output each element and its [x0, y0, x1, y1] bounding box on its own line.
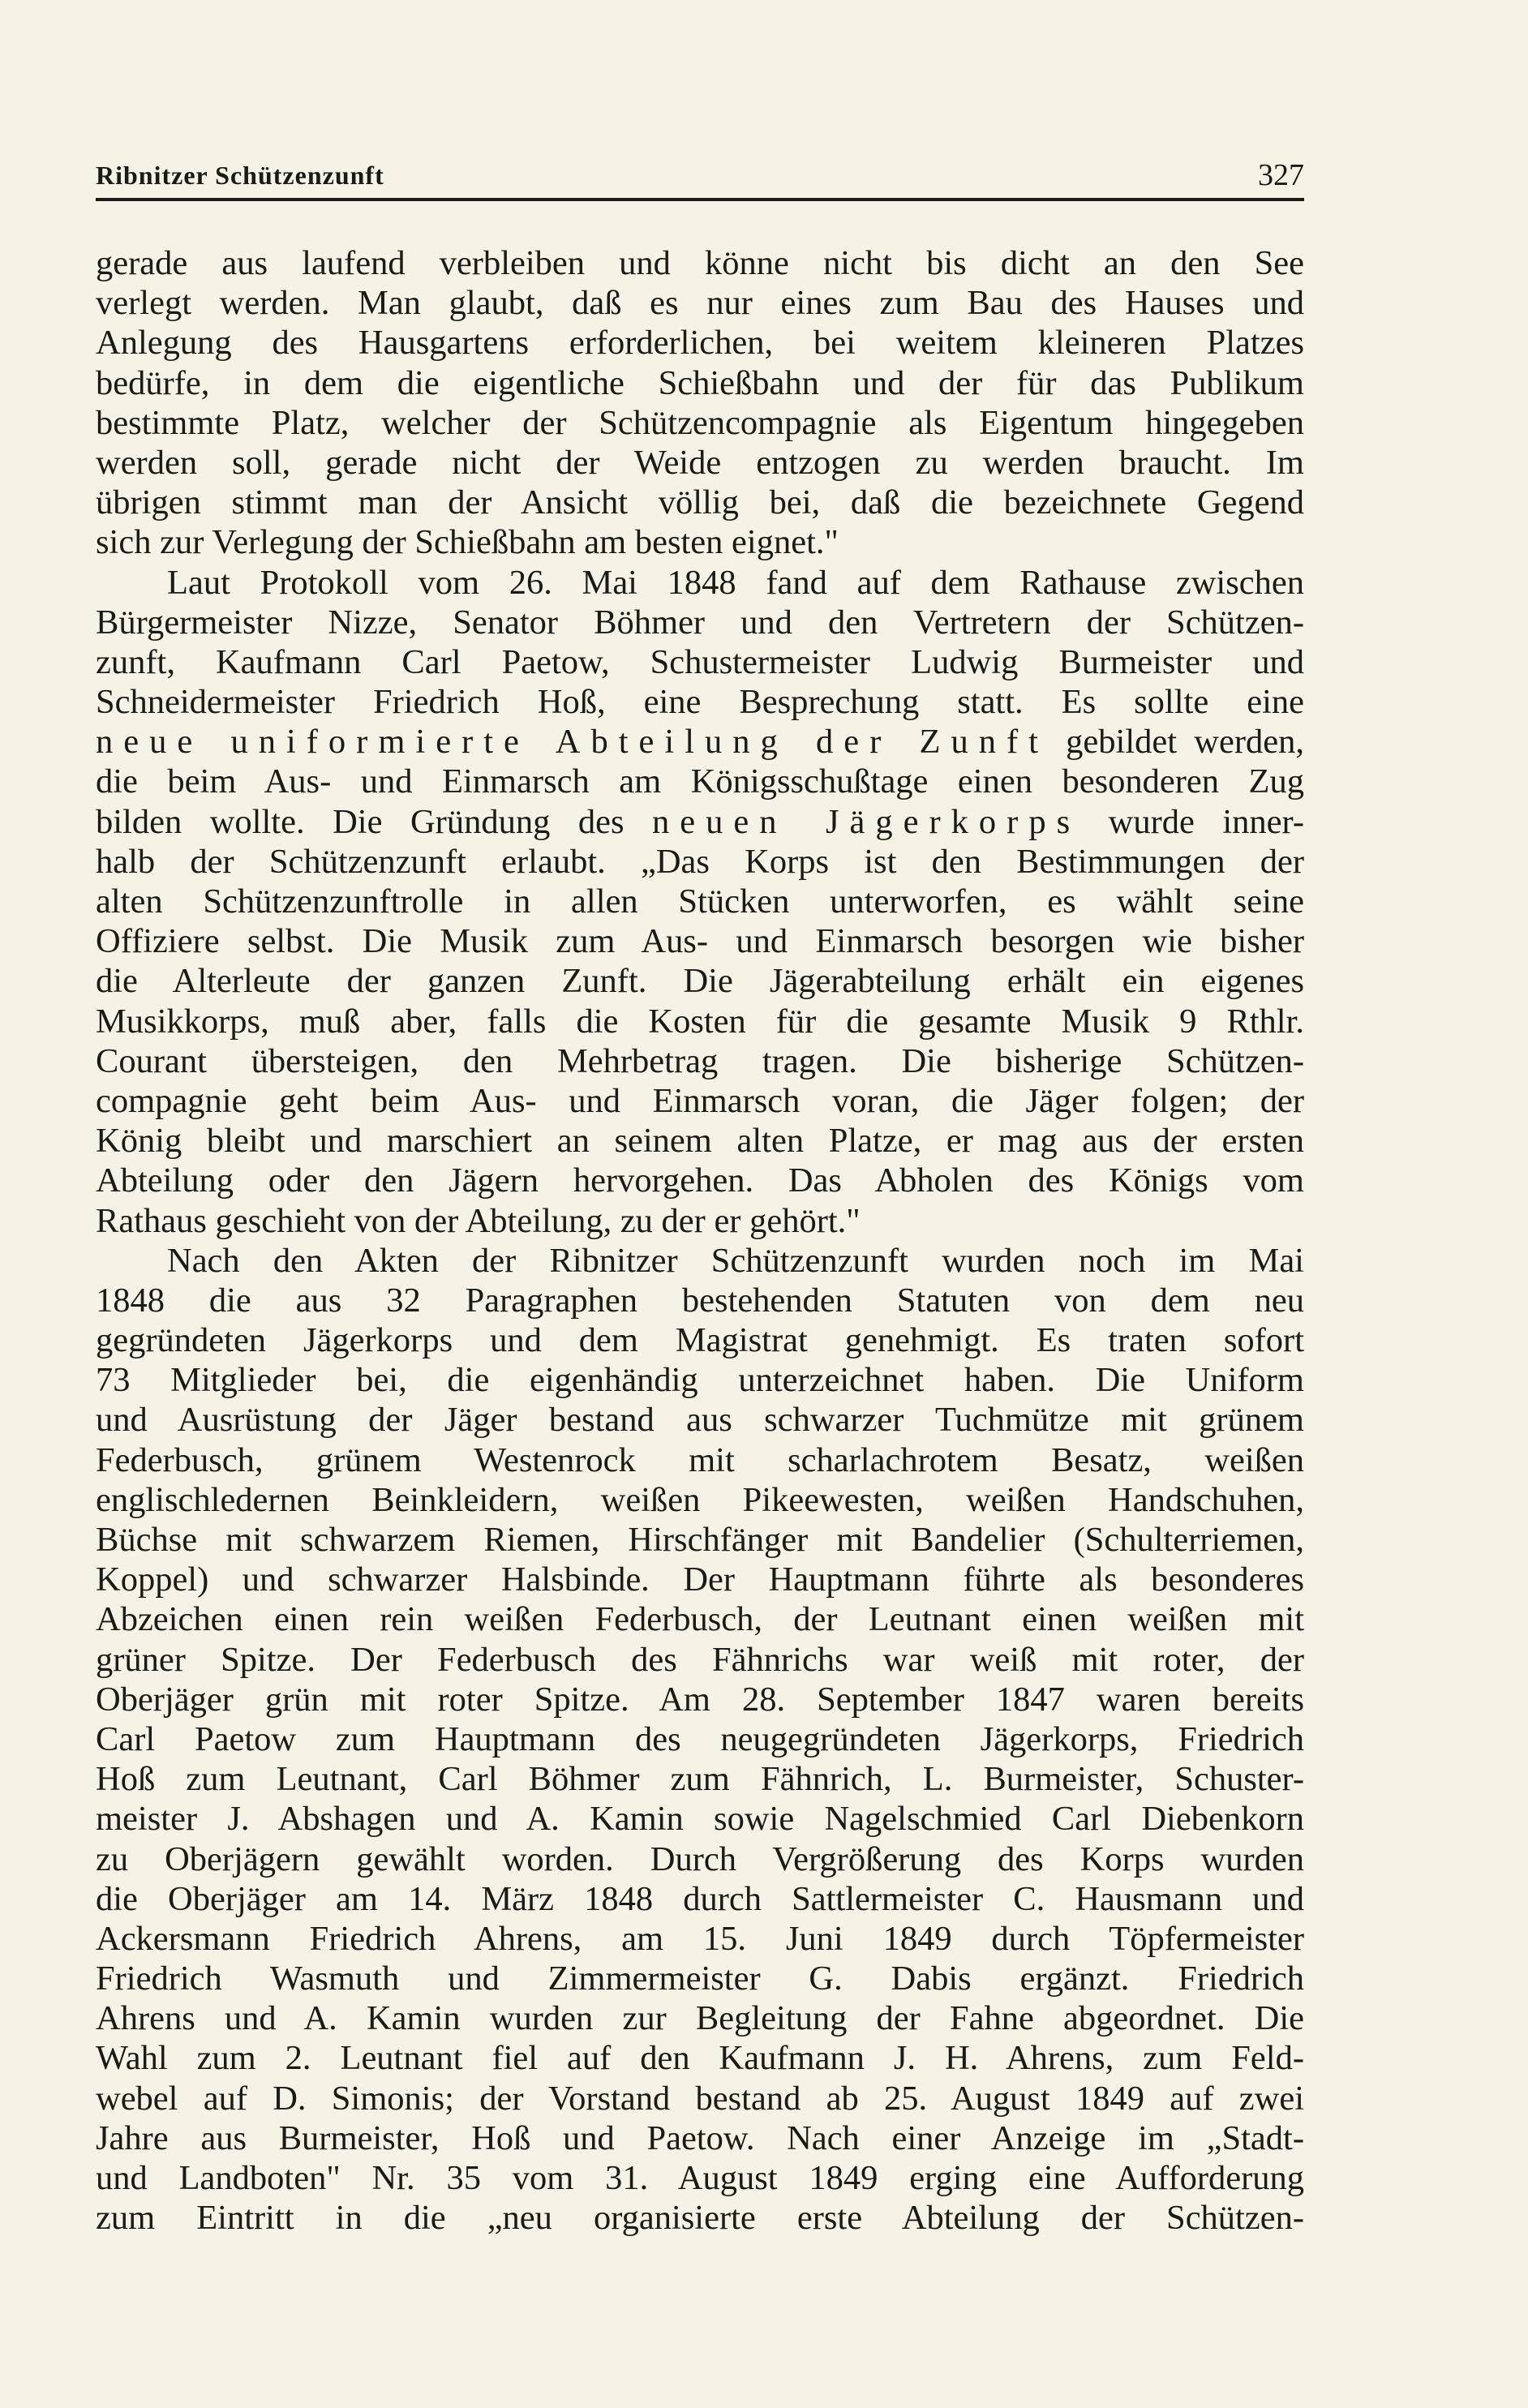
text-line: Anlegung des Hausgartens erforderlichen, bei weitem kleineren Platzes — [96, 324, 1304, 363]
page-number: 327 — [1258, 158, 1304, 192]
text-line: bilden wollte. Die Gründung des neuen Jägerkorps wurde inner- — [96, 802, 1304, 841]
text-line: sich zur Verlegung der Schießbahn am besten eignet." — [96, 523, 839, 562]
text-line: die Alterleute der ganzen Zunft. Die Jägerabteilung erhält ein eigenes — [96, 962, 1304, 1001]
text-line: neue uniformierte Abteilung der Zunft gebildet werden, — [96, 723, 1304, 762]
text-line: übrigen stimmt man der Ansicht völlig bei, daß die bezeichnete Gegend — [96, 483, 1304, 522]
text-line: Hoß zum Leutnant, Carl Böhmer zum Fähnrich, L. Burmeister, Schuster- — [96, 1760, 1304, 1799]
text-line: Schneidermeister Friedrich Hoß, eine Besprechung statt. Es sollte eine — [96, 683, 1304, 722]
text-line: Musikkorps, muß aber, falls die Kosten für die gesamte Musik 9 Rthlr. — [96, 1002, 1304, 1041]
text-line: Ahrens und A. Kamin wurden zur Begleitung der Fahne abgeordnet. Die — [96, 1999, 1304, 2038]
header-rule — [96, 198, 1304, 201]
text-line: Offiziere selbst. Die Musik zum Aus- und Einmarsch besorgen wie bisher — [96, 922, 1304, 961]
text-line: grüner Spitze. Der Federbusch des Fähnrichs war weiß mit roter, der — [96, 1640, 1304, 1679]
text-line: Carl Paetow zum Hauptmann des neugegründeten Jägerkorps, Friedrich — [96, 1719, 1304, 1758]
emphasis-spaced: neuen Jägerkorps — [652, 802, 1081, 841]
text-line: Wahl zum 2. Leutnant fiel auf den Kaufmann J. H. Ahrens, zum Feld- — [96, 2039, 1304, 2078]
text-line: Bürgermeister Nizze, Senator Böhmer und den Vertretern der Schützen- — [96, 603, 1304, 642]
text-line: zunft, Kaufmann Carl Paetow, Schustermeister Ludwig Burmeister und — [96, 642, 1304, 681]
text-line: zum Eintritt in die „neu organisierte erste Abteilung der Schützen- — [96, 2199, 1304, 2238]
text-line: gegründeten Jägerkorps und dem Magistrat genehmigt. Es traten sofort — [96, 1321, 1304, 1360]
text-line: webel auf D. Simonis; der Vorstand bestand ab 25. August 1849 auf zwei — [96, 2079, 1304, 2118]
text-line: König bleibt und marschiert an seinem alten Platze, er mag aus der ersten — [96, 1122, 1304, 1161]
text-line: Abzeichen einen rein weißen Federbusch, der Leutnant einen weißen mit — [96, 1600, 1304, 1639]
text-line: bestimmte Platz, welcher der Schützencompagnie als Eigentum hingegeben — [96, 403, 1304, 442]
running-title: Ribnitzer Schützenzunft — [96, 161, 384, 190]
text-line: gerade aus laufend verbleiben und könne nicht bis dicht an den See — [96, 244, 1304, 282]
emphasis-spaced: neue uniformierte Abteilung der Zunft — [96, 723, 1049, 762]
text-line: Abteilung oder den Jägern hervorgehen. Das Abholen des Königs vom — [96, 1161, 1304, 1200]
text-line: compagnie geht beim Aus- und Einmarsch voran, die Jäger folgen; der — [96, 1081, 1304, 1120]
text-line: Federbusch, grünem Westenrock mit scharlachrotem Besatz, weißen — [96, 1440, 1304, 1479]
text-line: Oberjäger grün mit roter Spitze. Am 28. September 1847 waren bereits — [96, 1680, 1304, 1719]
text-line: Jahre aus Burmeister, Hoß und Paetow. Nach einer Anzeige im „Stadt- — [96, 2118, 1304, 2157]
text-line: zu Oberjägern gewählt worden. Durch Vergrößerung des Korps wurden — [96, 1839, 1304, 1878]
text-line: Ackersmann Friedrich Ahrens, am 15. Juni 1849 durch Töpfermeister — [96, 1919, 1304, 1958]
text-line: werden soll, gerade nicht der Weide entzogen zu werden braucht. Im — [96, 443, 1304, 482]
text-line: Rathaus geschieht von der Abteilung, zu der er gehört." — [96, 1201, 861, 1240]
text-line: meister J. Abshagen und A. Kamin sowie Nagelschmied Carl Diebenkorn — [96, 1800, 1304, 1839]
text-line: Koppel) und schwarzer Halsbinde. Der Hauptmann führte als besonderes — [96, 1560, 1304, 1599]
running-head — [96, 159, 1304, 191]
body-text — [96, 243, 1304, 2238]
text-line: halb der Schützenzunft erlaubt. „Das Korps ist den Bestimmungen der — [96, 842, 1304, 881]
text-line: Nach den Akten der Ribnitzer Schützenzunft wurden noch im Mai — [167, 1241, 1304, 1280]
text-line: 73 Mitglieder bei, die eigenhändig unterzeichnet haben. Die Uniform — [96, 1361, 1304, 1400]
text-line: und Ausrüstung der Jäger bestand aus schwarzer Tuchmütze mit grünem — [96, 1401, 1304, 1440]
text-line: Büchse mit schwarzem Riemen, Hirschfänger mit Bandelier (Schulterriemen, — [96, 1521, 1304, 1559]
text-line: englischledernen Beinkleidern, weißen Pikeewesten, weißen Handschuhen, — [96, 1480, 1304, 1519]
text-line: alten Schützenzunftrolle in allen Stücken unterworfen, es wählt seine — [96, 882, 1304, 921]
text-line: Laut Protokoll vom 26. Mai 1848 fand auf dem Rathause zwischen — [167, 563, 1304, 602]
text-line: die Oberjäger am 14. März 1848 durch Sattlermeister C. Hausmann und — [96, 1879, 1304, 1918]
text-line: 1848 die aus 32 Paragraphen bestehenden Statuten von dem neu — [96, 1281, 1304, 1320]
text-line: und Landboten" Nr. 35 vom 31. August 1849 erging eine Aufforderung — [96, 2159, 1304, 2197]
text-line: Friedrich Wasmuth und Zimmermeister G. Dabis ergänzt. Friedrich — [96, 1959, 1304, 1998]
text-line: die beim Aus- und Einmarsch am Königsschußtage einen besonderen Zug — [96, 762, 1304, 801]
text-line: Courant übersteigen, den Mehrbetrag tragen. Die bisherige Schützen- — [96, 1041, 1304, 1080]
text-line: bedürfe, in dem die eigentliche Schießbahn und der für das Publikum — [96, 363, 1304, 402]
text-line: verlegt werden. Man glaubt, daß es nur eines zum Bau des Hauses und — [96, 284, 1304, 323]
